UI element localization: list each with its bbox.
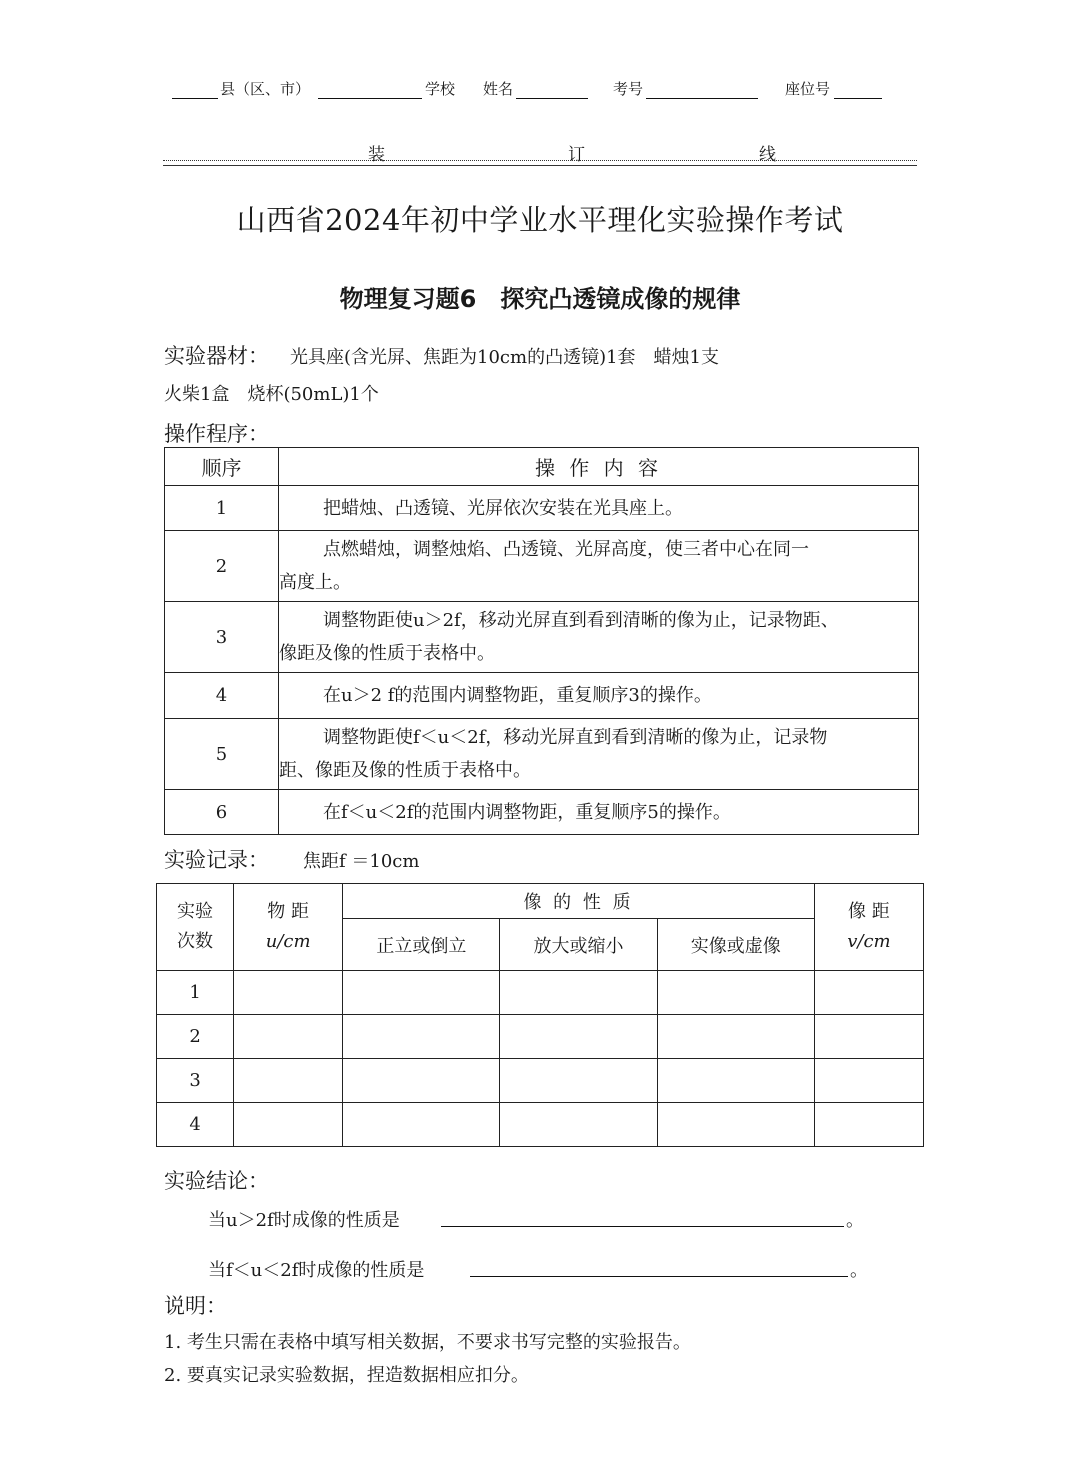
conclusion-line-2-prefix: 当f＜u＜2f时成像的性质是 [208,1260,425,1281]
exam-no-label: 考号 [613,80,644,98]
county-label: 县（区、市） [220,80,311,98]
binding-solid-rule [163,165,917,166]
materials-line-1: 光具座(含光屏、焦距为10cm的凸透镜)1套 蜡烛1支 [290,347,720,368]
note-item: 1. 考生只需在表格中填写相关数据，不要求书写完整的实验报告。 [164,1332,691,1353]
name-label: 姓名 [483,80,514,98]
record-row [157,971,924,1015]
type-cell[interactable] [657,1103,814,1147]
materials-label: 实验器材： [164,344,269,368]
procedure-row [165,602,919,673]
student-info-header [0,76,1080,102]
col-image-distance-header: 像 距 v/cm [814,884,923,971]
conclusion-answer-blank-1[interactable] [441,1226,844,1227]
size-cell[interactable] [500,1059,657,1103]
exam-no-blank[interactable] [646,98,758,99]
orientation-cell[interactable] [343,1103,500,1147]
procedure-row [165,790,919,835]
procedure-label: 操作程序： [164,422,269,446]
procedure-step-text: 在u＞2 f的范围内调整物距，重复顺序3的操作。 [279,673,919,719]
image-distance-cell[interactable] [814,1015,923,1059]
col-content-header: 操 作 内 容 [279,448,919,486]
procedure-row [165,486,919,531]
col-trial-header: 实验 次数 [157,884,234,971]
note-item: 2. 要真实记录实验数据，捏造数据相应扣分。 [164,1365,529,1386]
procedure-step-text: 把蜡烛、凸透镜、光屏依次安装在光具座上。 [279,486,919,531]
col-orientation-header: 正立或倒立 [343,919,500,971]
seat-blank[interactable] [834,98,882,99]
col-image-nature-header: 像 的 性 质 [343,884,815,919]
col-type-header: 实像或虚像 [657,919,814,971]
binding-char-xian: 线 [759,145,776,165]
binding-char-zhuang: 装 [368,145,385,165]
orientation-cell[interactable] [343,971,500,1015]
procedure-step-number: 2 [165,531,279,602]
procedure-table [164,447,919,835]
procedure-step-text: 调整物距使f＜u＜2f，移动光屏直到看到清晰的像为止，记录物 距、像距及像的性质于表格中。 [279,719,919,790]
object-distance-cell[interactable] [234,1015,343,1059]
trial-number: 1 [157,971,234,1015]
binding-line [163,140,917,166]
county-blank[interactable] [172,98,218,99]
type-cell[interactable] [657,971,814,1015]
exercise-title: 物理复习题6 探究凸透镜成像的规律 [339,285,741,313]
col-order-header: 顺序 [165,448,279,486]
object-distance-cell[interactable] [234,1103,343,1147]
procedure-step-number: 1 [165,486,279,531]
exam-title: 山西省2024年初中学业水平理化实验操作考试 [236,203,844,237]
procedure-step-number: 6 [165,790,279,835]
col-object-distance-header: 物 距 u/cm [234,884,343,971]
procedure-step-number: 3 [165,602,279,673]
record-table [156,883,924,1147]
name-blank[interactable] [516,98,588,99]
procedure-header-row [165,448,919,486]
size-cell[interactable] [500,971,657,1015]
procedure-step-number: 5 [165,719,279,790]
object-distance-cell[interactable] [234,1059,343,1103]
conclusion-line-2-end: 。 [850,1260,868,1281]
trial-number: 4 [157,1103,234,1147]
image-distance-cell[interactable] [814,1103,923,1147]
conclusion-line-1-prefix: 当u＞2f时成像的性质是 [208,1210,400,1231]
col-size-header: 放大或缩小 [500,919,657,971]
materials-line-2: 火柴1盒 烧杯(50mL)1个 [164,384,379,405]
procedure-step-text: 点燃蜡烛，调整烛焰、凸透镜、光屏高度，使三者中心在同一 高度上。 [279,531,919,602]
trial-number: 2 [157,1015,234,1059]
record-row [157,1015,924,1059]
school-blank[interactable] [318,98,422,99]
procedure-step-number: 4 [165,673,279,719]
focal-length: 焦距f ＝10cm [303,851,420,872]
orientation-cell[interactable] [343,1059,500,1103]
conclusion-label: 实验结论： [164,1169,269,1193]
image-distance-cell[interactable] [814,1059,923,1103]
orientation-cell[interactable] [343,1015,500,1059]
notes-label: 说明： [164,1294,227,1318]
size-cell[interactable] [500,1103,657,1147]
procedure-row [165,531,919,602]
conclusion-line-1-end: 。 [846,1210,864,1231]
school-label: 学校 [425,80,456,98]
procedure-step-text: 在f＜u＜2f的范围内调整物距，重复顺序5的操作。 [279,790,919,835]
record-row [157,1059,924,1103]
binding-char-ding: 订 [568,145,585,165]
type-cell[interactable] [657,1059,814,1103]
object-distance-cell[interactable] [234,971,343,1015]
conclusion-answer-blank-2[interactable] [470,1276,848,1277]
image-distance-cell[interactable] [814,971,923,1015]
trial-number: 3 [157,1059,234,1103]
record-row [157,1103,924,1147]
record-label: 实验记录： [164,848,269,872]
procedure-step-text: 调整物距使u＞2f，移动光屏直到看到清晰的像为止，记录物距、 像距及像的性质于表格中。 [279,602,919,673]
size-cell[interactable] [500,1015,657,1059]
record-header-row-1 [157,884,924,919]
procedure-row [165,673,919,719]
seat-label: 座位号 [785,80,831,98]
procedure-row [165,719,919,790]
binding-dotted-rule [163,160,917,161]
type-cell[interactable] [657,1015,814,1059]
